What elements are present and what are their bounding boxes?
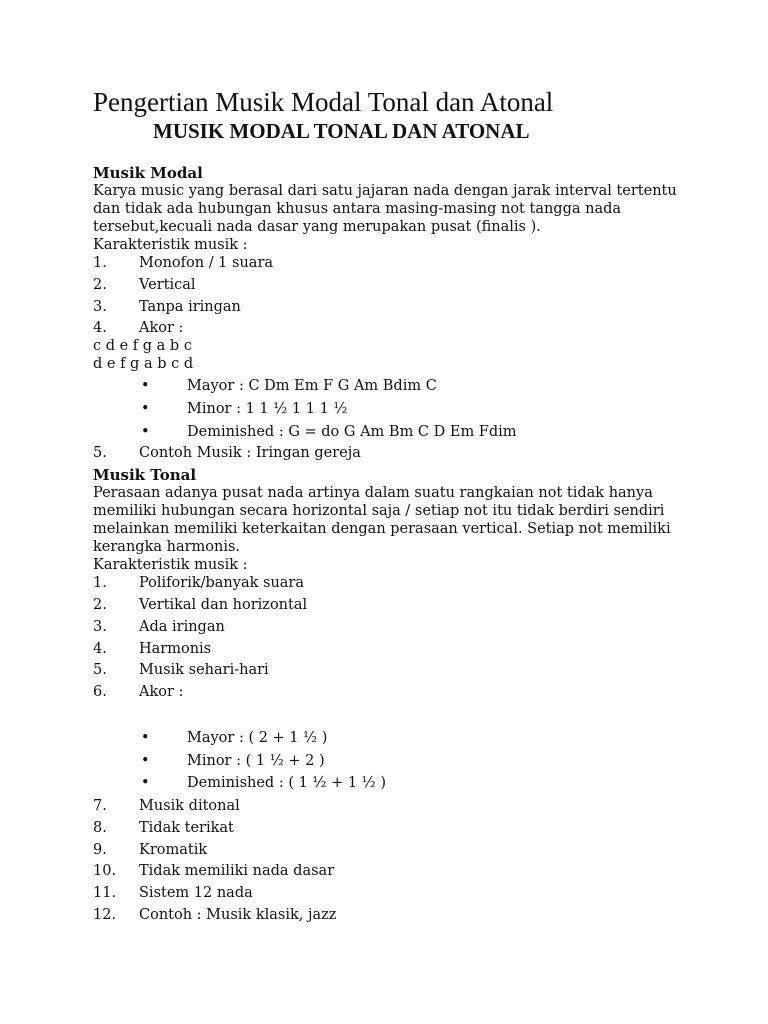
list-item: 9. Kromatik (93, 841, 208, 858)
scale-line-2: d e f g a b c d (93, 356, 194, 373)
bullet-icon: • (141, 423, 150, 440)
bullet-item: • Minor : 1 1 ½ 1 1 1 ½ (93, 400, 693, 418)
section-heading-modal: Musik Modal (93, 164, 203, 182)
tonal-desc-line-2: memiliki hubungan secara horizontal saja / setiap not itu tidak berdiri sendiri (93, 503, 665, 520)
modal-desc-line-1: Karya music yang berasal dari satu jajaran nada dengan jarak interval tertentu (93, 183, 677, 199)
list-item: 1. Poliforik/banyak suara (93, 575, 305, 592)
list-item: 7. Musik ditonal (93, 798, 240, 815)
section-musik-tonal (93, 466, 693, 924)
document-page (93, 86, 693, 928)
list-item: 11. Sistem 12 nada (93, 885, 253, 902)
bullet-item: • Mayor : ( 2 + 1 ½ ) (93, 729, 693, 747)
bullet-icon: • (141, 775, 150, 792)
bullet-icon: • (141, 730, 150, 747)
list-item: 5. Contoh Musik : Iringan gereja (93, 445, 361, 462)
modal-desc-line-3: tersebut,kecuali nada dasar yang merupakan pusat (finalis ). (93, 219, 541, 235)
bullet-icon: • (141, 752, 150, 769)
list-item: 3. Ada iringan (93, 618, 225, 635)
section-musik-modal (93, 164, 693, 462)
tonal-characteristics-list-cont (93, 797, 693, 924)
modal-characteristics-label: Karakteristik musik : (93, 237, 248, 253)
modal-desc-line-2: dan tidak ada hubungan khusus antara masing-masing not tangga nada (93, 201, 622, 217)
bullet-item: • Deminished : G = do G Am Bm C D Em Fdim (93, 423, 693, 441)
tonal-characteristics-list (93, 574, 693, 701)
blank-line (93, 705, 693, 725)
section-heading-tonal: Musik Tonal (93, 466, 197, 485)
modal-chord-bullets (93, 377, 693, 440)
list-item: 10. Tidak memiliki nada dasar (93, 863, 335, 880)
tonal-chord-bullets (93, 729, 693, 792)
page-subtitle: MUSIK MODAL TONAL DAN ATONAL (153, 119, 530, 143)
list-item: 3. Tanpa iringan (93, 298, 241, 315)
bullet-icon: • (141, 401, 150, 418)
list-item: 2. Vertical (93, 276, 196, 293)
scale-line-1: c d e f g a b c (93, 338, 192, 355)
list-item: 5. Musik sehari-hari (93, 662, 269, 679)
list-item: 6. Akor : (93, 684, 184, 701)
list-item: 12. Contoh : Musik klasik, jazz (93, 907, 337, 924)
list-item: 2. Vertikal dan horizontal (93, 597, 308, 614)
list-item: 1. Monofon / 1 suara (93, 255, 274, 271)
tonal-desc-line-1: Perasaan adanya pusat nada artinya dalam suatu rangkaian not tidak hanya (93, 485, 653, 502)
tonal-desc-line-3: melainkan memiliki keterkaitan dengan perasaan vertical. Setiap not memiliki (93, 521, 671, 538)
bullet-item: • Deminished : ( 1 ½ + 1 ½ ) (93, 774, 693, 792)
bullet-item: • Mayor : C Dm Em F G Am Bdim C (93, 377, 693, 395)
list-item: 4. Harmonis (93, 640, 212, 657)
bullet-item: • Minor : ( 1 ½ + 2 ) (93, 752, 693, 770)
tonal-desc-line-4: kerangka harmonis. (93, 539, 241, 556)
modal-characteristics-list (93, 254, 693, 337)
list-item: 4. Akor : (93, 320, 184, 337)
bullet-icon: • (141, 378, 150, 395)
page-title: Pengertian Musik Modal Tonal dan Atonal (93, 87, 554, 117)
tonal-characteristics-label: Karakteristik musik : (93, 557, 248, 574)
list-item: 8. Tidak terikat (93, 819, 234, 836)
